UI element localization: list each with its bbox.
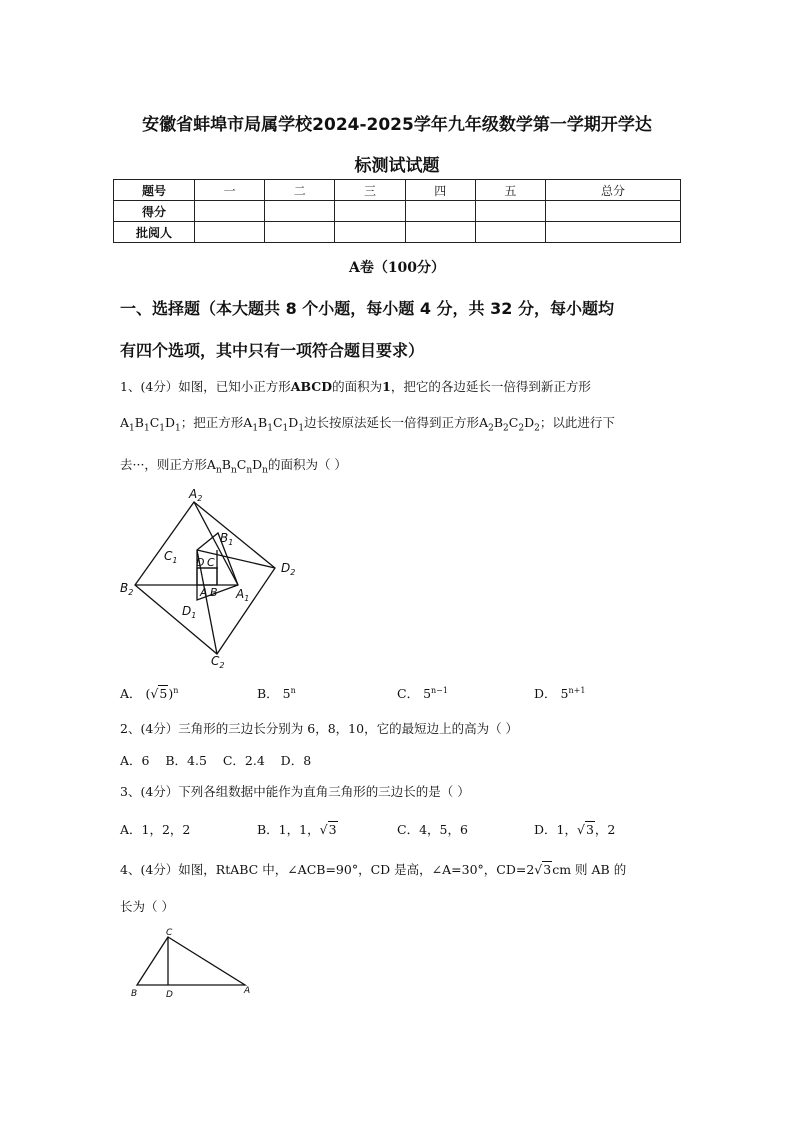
triangle-abc: [137, 937, 245, 985]
header-cell: 题号: [114, 180, 195, 201]
label-b: B: [131, 989, 138, 999]
label-a1: $A_1$: [236, 587, 250, 603]
page-title-line1: 安徽省蚌埠市局属学校2024-2025学年九年级数学第一学期开学达: [142, 115, 652, 135]
section-heading-line2: 有四个选项，其中只有一项符合题目要求）: [120, 341, 425, 360]
q1-option-d[interactable]: D． $5^{n+1}$: [534, 685, 586, 701]
q1-option-c[interactable]: C． $5^{n-1}$: [397, 685, 448, 701]
reviewer-cell[interactable]: [475, 222, 545, 243]
square-a1b1c1d1: $A_1B_1C_1D_1$: [120, 415, 181, 434]
q1-text: 1、(4分）如图，已知小正方形: [120, 379, 291, 394]
reviewer-row: [114, 222, 681, 243]
label-c: C: [166, 928, 173, 938]
triangle-figure: [125, 925, 265, 1003]
q1-text: 边长按原法延长一倍得到正方形: [304, 415, 480, 430]
q1-text: ；以此进行下: [539, 415, 615, 430]
header-cell: 三: [335, 180, 405, 201]
square-anbncndn: $A_nB_nC_nD_n$: [206, 457, 268, 476]
score-cell[interactable]: [265, 201, 335, 222]
square-abcd-shape: [197, 568, 217, 585]
score-cell[interactable]: [546, 201, 681, 222]
label-d2: $D_2$: [281, 561, 296, 577]
section-heading-line1: 一、选择题（本大题共 8 个小题，每小题 4 分，共 32 分，每小题均: [120, 299, 614, 318]
header-cell: 二: [265, 180, 335, 201]
label-d1: $D_1$: [182, 604, 197, 620]
label-b1: $B_1$: [220, 531, 234, 547]
q1-text: 的面积为（ ）: [267, 457, 347, 472]
q3-option-d[interactable]: D．1，√3，2: [534, 822, 616, 837]
score-cell[interactable]: [335, 201, 405, 222]
score-cell[interactable]: [475, 201, 545, 222]
q4-rad: 3: [543, 862, 552, 877]
square-a1b1c1d1: $A_1B_1C_1D_1$: [243, 415, 305, 434]
square-a2b2c2d2-shape: [135, 502, 275, 654]
volume-heading: A卷（100分）: [348, 260, 446, 276]
q4-text: cm 则 AB 的: [552, 862, 627, 877]
squares-figure: [110, 482, 310, 672]
q1-text: ，把它的各边延长一倍得到新正方形: [390, 379, 591, 394]
q1-option-b[interactable]: B． 5$^n$: [257, 685, 296, 701]
page-title-line2: 标测试试题: [354, 156, 440, 176]
score-table: [113, 179, 681, 243]
label-a2: $A_2$: [189, 487, 203, 503]
question-4-line1: 4、(4分）如图，RtABC 中，∠ACB=90°，CD 是高，∠A=30°，CD=2√3cm 则 AB 的: [120, 862, 627, 877]
question-2: 2、(4分）三角形的三边长分别为 6，8，10，它的最短边上的高为（ ）: [120, 721, 519, 736]
score-row: [114, 201, 681, 222]
reviewer-cell[interactable]: [265, 222, 335, 243]
question-4-line2: 长为（ ）: [120, 899, 174, 914]
header-cell: 四: [405, 180, 475, 201]
header-cell: 总分: [546, 180, 681, 201]
reviewer-cell[interactable]: [195, 222, 265, 243]
q3-option-b[interactable]: B．1，1，√3: [257, 822, 337, 837]
score-cell[interactable]: [405, 201, 475, 222]
row-label: 得分: [114, 201, 195, 222]
q4-text: 4、(4分）如图，RtABC 中，∠ACB=90°，CD 是高，∠A=30°，CD=: [120, 862, 527, 877]
label-b: B: [210, 586, 218, 599]
q4-coef: 2: [526, 862, 535, 877]
label-c2: $C_2$: [211, 654, 225, 670]
label-c: C: [207, 556, 215, 569]
question-1-line2: [120, 413, 680, 434]
q2-options[interactable]: A．6 B．4.5 C．2.4 D．8: [120, 753, 312, 768]
label-d: D: [196, 556, 205, 569]
label-a: A: [244, 986, 251, 996]
q1-abcd: ABCD: [290, 379, 333, 394]
q1-one: 1: [382, 379, 391, 394]
label-a: A: [200, 586, 208, 599]
q1-text: 去···，则正方形: [120, 457, 207, 472]
label-b2: $B_2$: [120, 581, 134, 597]
reviewer-cell[interactable]: [546, 222, 681, 243]
square-a2b2c2d2: $A_2B_2C_2D_2$: [479, 415, 540, 434]
label-d: D: [166, 990, 173, 1000]
label-c1: $C_1$: [164, 549, 178, 565]
header-cell: 五: [475, 180, 545, 201]
row-label: 批阅人: [114, 222, 195, 243]
q1-text: ；把正方形: [180, 415, 244, 430]
header-cell: 一: [195, 180, 265, 201]
q1-option-a[interactable]: A． $(√5)^n$: [120, 685, 179, 701]
reviewer-cell[interactable]: [335, 222, 405, 243]
score-cell[interactable]: [195, 201, 265, 222]
question-1-line1: [120, 377, 680, 395]
q3-option-c[interactable]: C．4，5，6: [397, 822, 468, 837]
q1-text: 的面积为: [332, 379, 383, 394]
q3-option-a[interactable]: A．1，2，2: [120, 822, 191, 837]
question-3: 3、(4分）下列各组数据中能作为直角三角形的三边长的是（ ）: [120, 784, 470, 799]
reviewer-cell[interactable]: [405, 222, 475, 243]
score-table-header-row: [114, 180, 681, 201]
question-1-line3: [120, 455, 680, 476]
